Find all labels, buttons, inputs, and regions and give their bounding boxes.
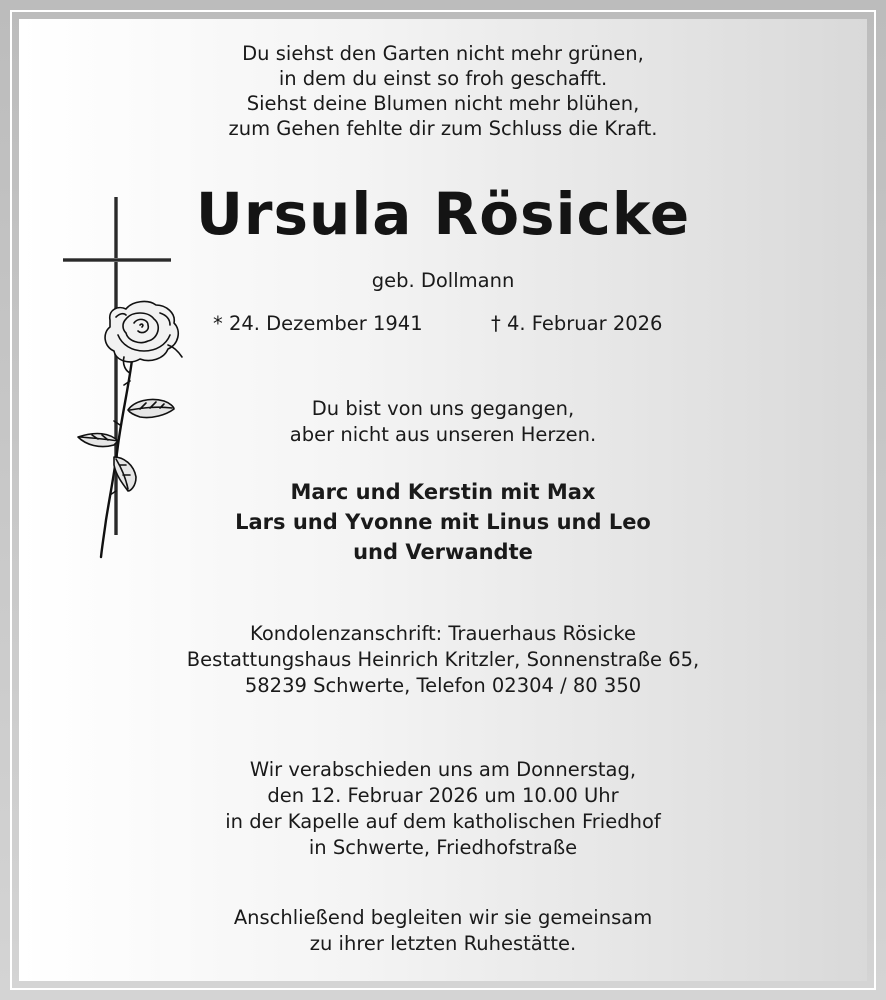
address-line: Bestattungshaus Heinrich Kritzler, Sonnenstraße 65, [186,648,700,671]
condolence-address [0,621,886,699]
deceased-name: Ursula Rösicke [195,180,691,248]
poem [0,41,886,141]
rose-icon [78,302,182,557]
closing-line: Anschließend begleiten wir sie gemeinsam [233,906,653,929]
service-line: den 12. Februar 2026 um 10.00 Uhr [267,784,619,807]
mourner-line: Marc und Kerstin mit Max [290,480,596,504]
closing-line: zu ihrer letzten Ruhestätte. [309,932,577,955]
death-date: † 4. Februar 2026 [491,312,663,335]
birth-date: * 24. Dezember 1941 [213,312,423,335]
mourner-line: Lars und Yvonne mit Linus und Leo [235,510,651,534]
quote-line: aber nicht aus unseren Herzen. [289,423,597,446]
cross-icon [63,197,171,535]
poem-line: in dem du einst so froh geschafft. [278,67,608,90]
poem-line: Du siehst den Garten nicht mehr grünen, [242,42,644,65]
quote-line: Du bist von uns gegangen, [311,397,575,420]
service-info [0,757,886,861]
poem-line: Siehst deine Blumen nicht mehr blühen, [246,92,640,115]
poem-line: zum Gehen fehlte dir zum Schluss die Kraft. [228,117,658,140]
cross-rose-illustration [60,195,190,565]
service-line: in der Kapelle auf dem katholischen Friedhof [225,810,661,833]
service-line: Wir verabschieden uns am Donnerstag, [249,758,637,781]
mourner-line: und Verwandte [353,540,533,564]
closing-text [0,905,886,957]
birth-name: geb. Dollmann [371,269,515,292]
address-line: Kondolenzanschrift: Trauerhaus Rösicke [250,622,636,645]
service-line: in Schwerte, Friedhofstraße [308,836,578,859]
address-line: 58239 Schwerte, Telefon 02304 / 80 350 [244,674,642,697]
